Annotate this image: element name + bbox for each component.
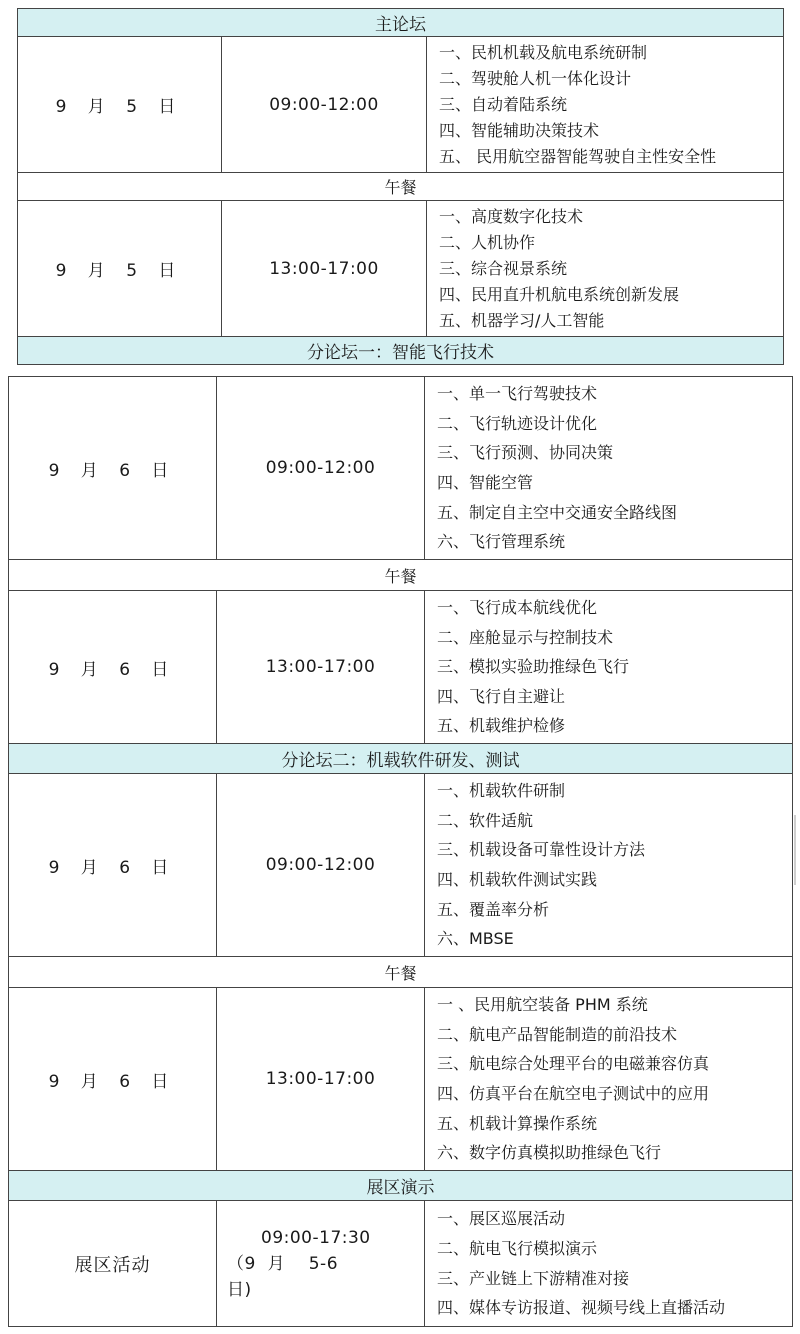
lunch-row: 午餐 xyxy=(18,173,784,201)
topic-item: 四、飞行自主避让 xyxy=(437,686,566,706)
topic-item: 六、MBSE xyxy=(437,929,514,949)
sub-forum-1-header: 分论坛一：智能飞行技术 xyxy=(18,337,784,365)
topic-item: 五、覆盖率分析 xyxy=(437,899,550,919)
topic-item: 三、模拟实验助推绿色飞行 xyxy=(437,657,630,677)
topic-item: 四、智能辅助决策技术 xyxy=(439,120,600,140)
topic-item: 一、民机机载及航电系统研制 xyxy=(439,42,648,62)
sub-forum-2-header: 分论坛二：机载软件研发、测试 xyxy=(9,744,793,774)
exhibition-time-line: （9 月 5-6 xyxy=(227,1253,339,1274)
topic-item: 一、展区巡展活动 xyxy=(437,1209,566,1229)
topic-item: 五、机载计算操作系统 xyxy=(437,1113,598,1133)
exhibition-header: 展区演示 xyxy=(9,1171,793,1201)
topic-item: 六、数字仿真模拟助推绿色飞行 xyxy=(437,1143,662,1163)
topic-item: 三、飞行预测、协同决策 xyxy=(437,443,614,463)
session-topics xyxy=(425,377,793,560)
topic-item: 五、制定自主空中交通安全路线图 xyxy=(437,502,678,522)
main-forum-header: 主论坛 xyxy=(18,9,784,37)
session-time: 09:00-12:00 xyxy=(217,774,425,957)
topic-item: 三、自动着陆系统 xyxy=(439,94,568,114)
topic-item: 四、媒体专访报道、视频号线上直播活动 xyxy=(437,1298,726,1318)
lunch-row: 午餐 xyxy=(9,957,793,988)
session-time: 13:00-17:00 xyxy=(217,591,425,744)
session-time: 09:00-12:00 xyxy=(217,377,425,560)
topic-item: 二、飞行轨迹设计优化 xyxy=(437,413,598,433)
topic-item: 二、座舱显示与控制技术 xyxy=(437,627,614,647)
topic-item: 五、 民用航空器智能驾驶自主性安全性 xyxy=(439,146,717,166)
topic-item: 五、机载维护检修 xyxy=(437,716,566,736)
topic-item: 一、单一飞行驾驶技术 xyxy=(437,384,598,404)
topic-item: 一、机载软件研制 xyxy=(437,781,566,801)
sub-forum-table xyxy=(8,376,793,1327)
session-topics xyxy=(427,201,784,337)
scan-edge-line xyxy=(794,815,796,885)
topic-item: 四、智能空管 xyxy=(437,473,534,492)
session-date: 9 月 6 日 xyxy=(9,377,217,560)
exhibition-topics xyxy=(425,1201,793,1327)
topic-item: 一 、民用航空装备 PHM 系统 xyxy=(437,995,648,1015)
session-topics xyxy=(425,591,793,744)
session-topics xyxy=(425,988,793,1171)
main-forum-table xyxy=(17,8,784,365)
topic-item: 三、产业链上下游精准对接 xyxy=(437,1268,630,1288)
session-time: 09:00-12:00 xyxy=(222,37,427,173)
session-time: 13:00-17:00 xyxy=(222,201,427,337)
topic-item: 四、民用直升机航电系统创新发展 xyxy=(439,284,680,304)
exhibition-label: 展区活动 xyxy=(9,1201,217,1327)
topic-item: 五、机器学习/人工智能 xyxy=(439,310,605,330)
lunch-row: 午餐 xyxy=(9,560,793,591)
session-time: 13:00-17:00 xyxy=(217,988,425,1171)
topic-item: 四、仿真平台在航空电子测试中的应用 xyxy=(437,1084,710,1103)
topic-item: 二、人机协作 xyxy=(439,232,536,252)
topic-item: 二、软件适航 xyxy=(437,810,534,830)
exhibition-time-line: 09:00-17:30 xyxy=(261,1227,371,1248)
session-date: 9 月 6 日 xyxy=(9,774,217,957)
topic-item: 六、飞行管理系统 xyxy=(437,532,566,552)
session-date: 9 月 6 日 xyxy=(9,988,217,1171)
session-date: 9 月 6 日 xyxy=(9,591,217,744)
topic-item: 三、机载设备可靠性设计方法 xyxy=(437,840,646,860)
topic-item: 一、高度数字化技术 xyxy=(439,206,584,226)
topic-item: 二、驾驶舱人机一体化设计 xyxy=(439,68,632,88)
session-date: 9 月 5 日 xyxy=(18,201,222,337)
topic-item: 三、综合视景系统 xyxy=(439,258,568,278)
topic-item: 三、航电综合处理平台的电磁兼容仿真 xyxy=(437,1054,710,1074)
exhibition-time xyxy=(217,1201,425,1327)
exhibition-time-line: 日) xyxy=(227,1279,252,1300)
topic-item: 二、航电飞行模拟演示 xyxy=(437,1238,598,1258)
session-topics xyxy=(427,37,784,173)
topic-item: 一、飞行成本航线优化 xyxy=(437,598,598,618)
topic-item: 四、机载软件测试实践 xyxy=(437,870,598,889)
session-date: 9 月 5 日 xyxy=(18,37,222,173)
topic-item: 二、航电产品智能制造的前沿技术 xyxy=(437,1024,678,1044)
session-topics xyxy=(425,774,793,957)
